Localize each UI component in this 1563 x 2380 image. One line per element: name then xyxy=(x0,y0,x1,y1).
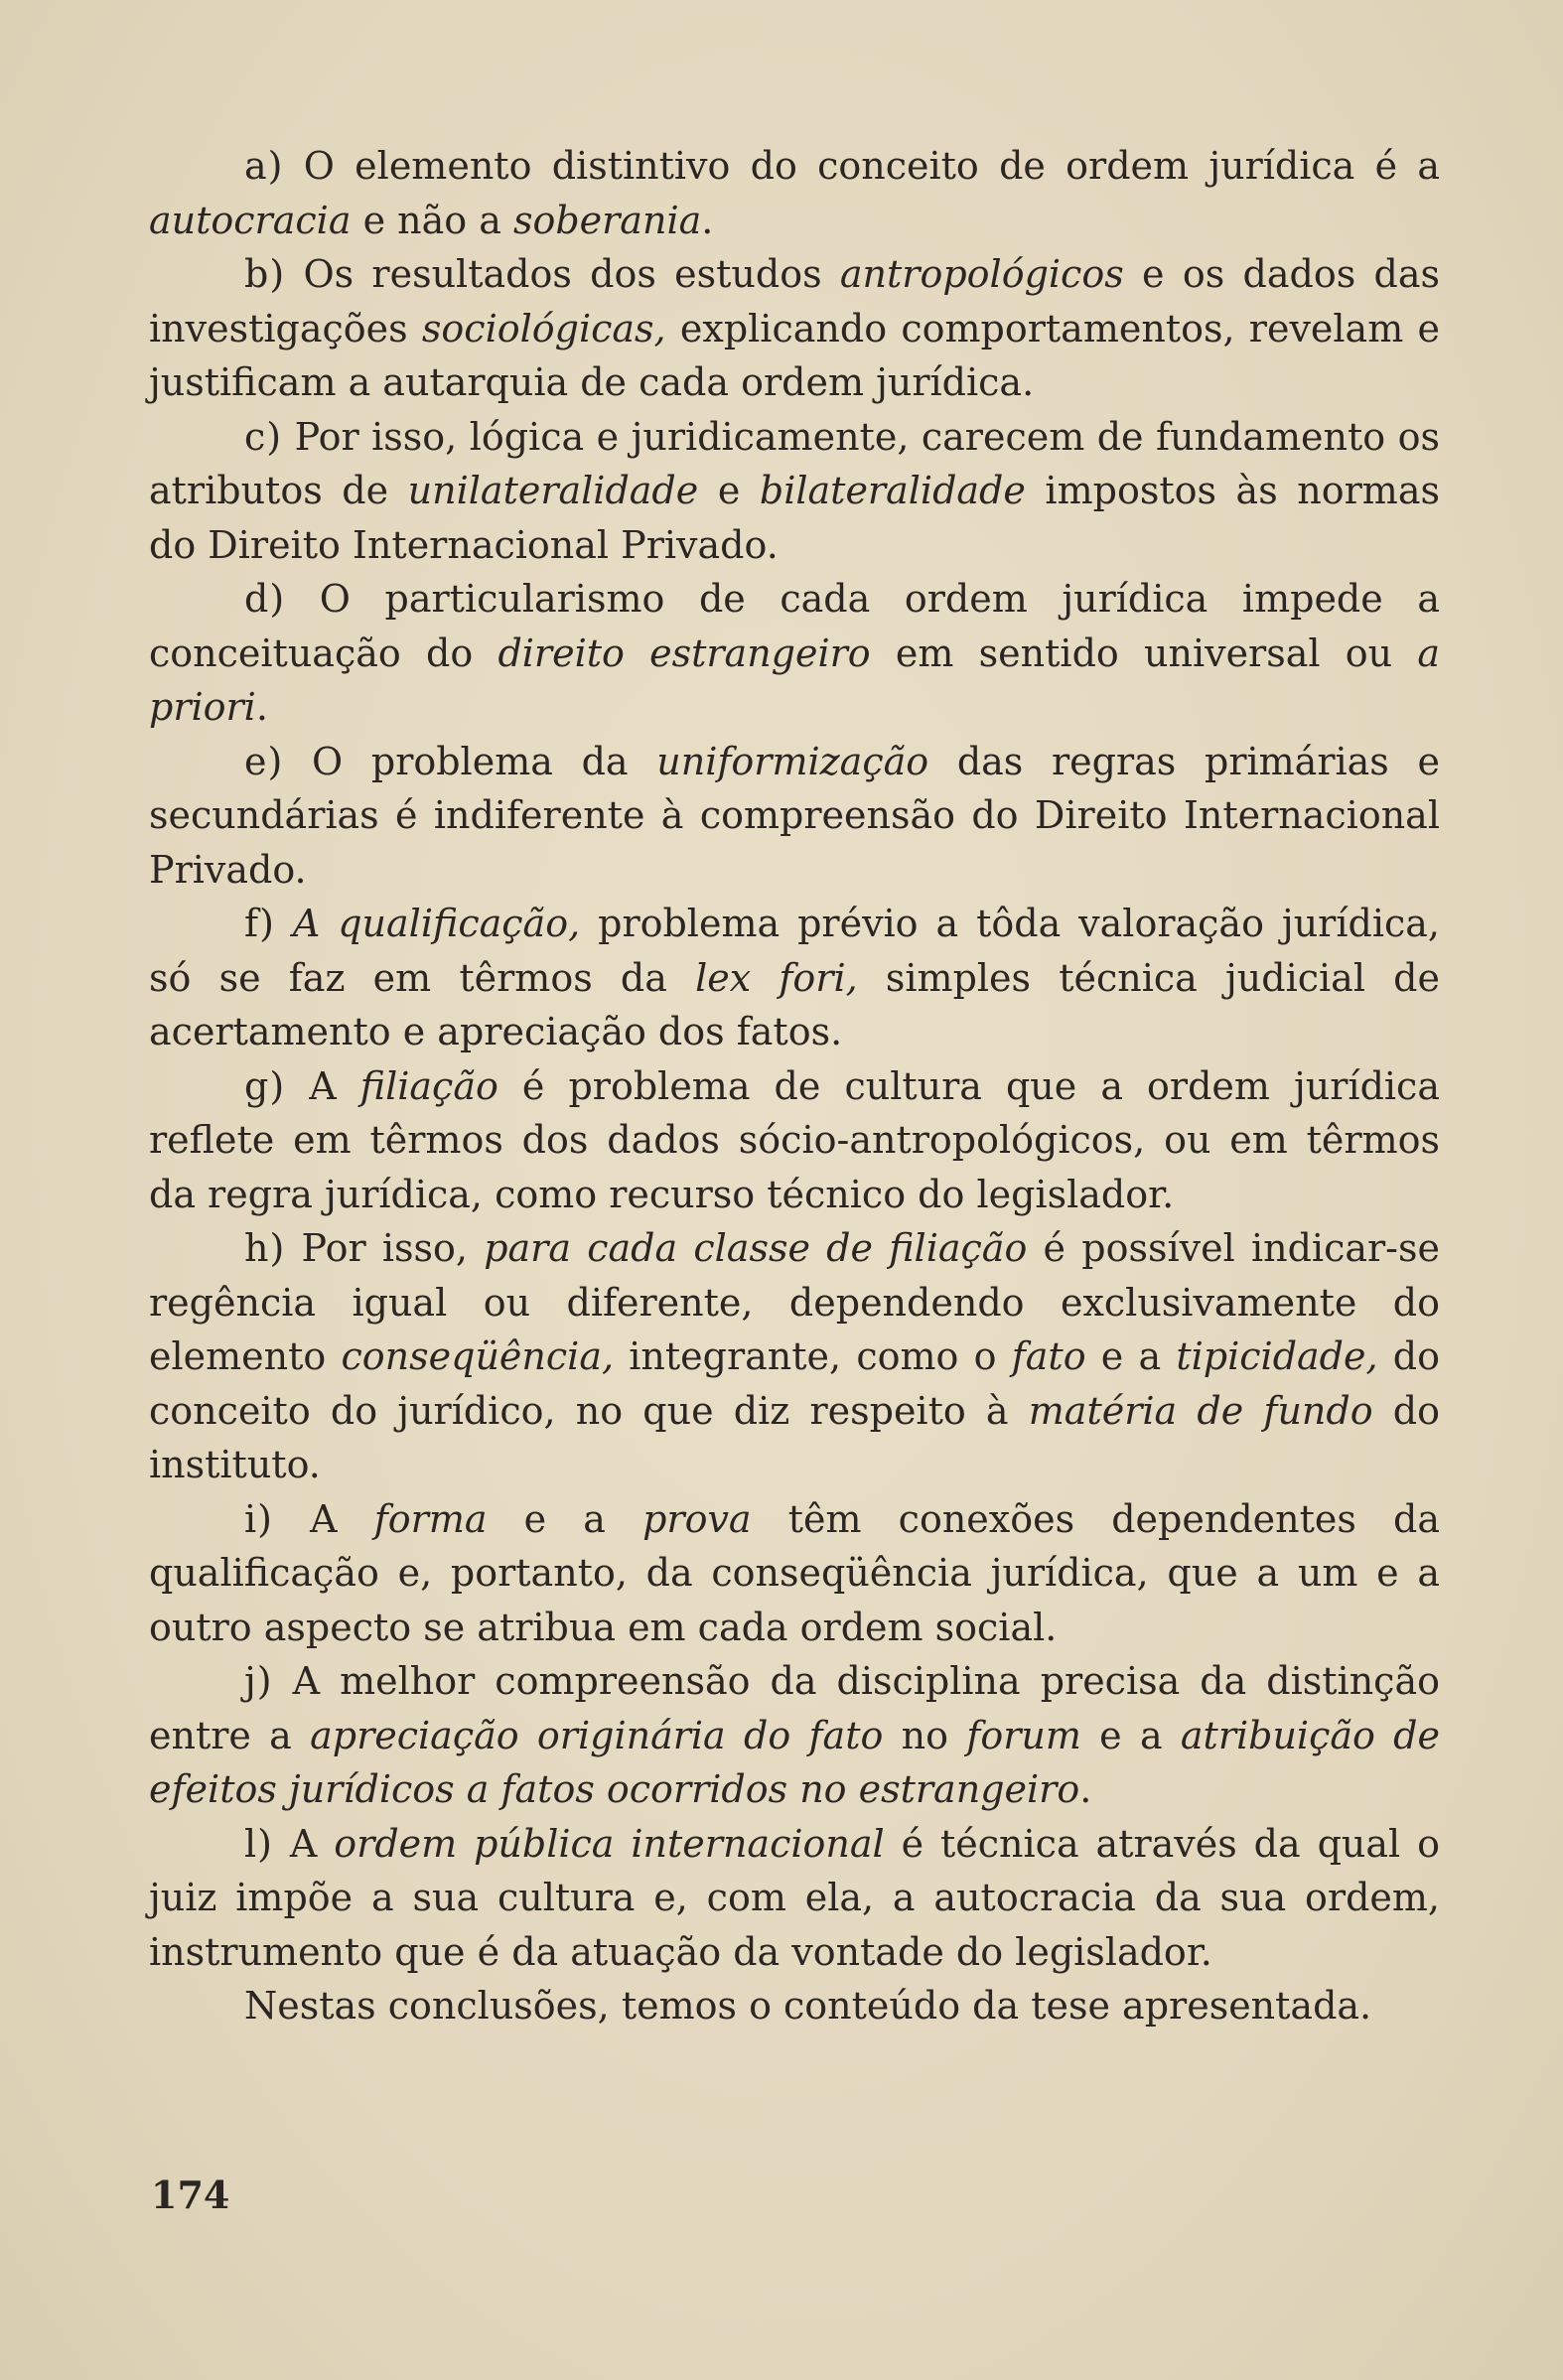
conclusion-item xyxy=(149,1059,1440,1222)
item-marker: c) xyxy=(244,414,283,459)
italic-term: unilateralidade xyxy=(407,469,699,512)
text-segment: é possível indicar-se regência igual ou diferente, dependendo exclusivamente do elemento xyxy=(149,1226,1440,1378)
italic-term: filiação xyxy=(359,1063,498,1108)
italic-term: fato xyxy=(1011,1334,1086,1378)
italic-term: apreciação originária do fato xyxy=(310,1713,884,1757)
conclusion-item xyxy=(149,410,1440,573)
item-marker: j) xyxy=(244,1659,273,1703)
conclusion-item xyxy=(149,572,1440,735)
item-marker: h) xyxy=(244,1226,286,1270)
conclusion-item xyxy=(149,1221,1440,1492)
conclusion-item xyxy=(149,139,1440,247)
text-segment: do conceito do jurídico, no que diz respeito à xyxy=(149,1334,1440,1433)
italic-term: bilateralidade xyxy=(759,469,1026,512)
text-segment: . xyxy=(255,685,268,729)
text-segment: A xyxy=(272,1496,374,1541)
text-segment: têm conexões dependentes da qualificação e, portanto, da conseqüência jurídica, que a um e a outro aspecto se atribua em cada ordem social. xyxy=(149,1496,1440,1649)
text-segment: e não a xyxy=(351,198,513,242)
text-segment: explicando comportamentos, revelam e justificam a autarquia de cada ordem jurídica. xyxy=(149,306,1440,404)
item-marker: a) xyxy=(244,144,284,188)
conclusion-item xyxy=(149,1654,1440,1817)
item-marker: e) xyxy=(244,739,284,783)
text-segment: A melhor compreensão da disciplina precisa da distinção entre a xyxy=(149,1659,1440,1757)
text-segment: do instituto. xyxy=(149,1388,1440,1486)
text-segment: integrante, como o xyxy=(614,1334,1012,1378)
text-segment: e xyxy=(698,469,760,512)
text-segment: Por isso, xyxy=(285,1226,485,1270)
italic-term: direito estrangeiro xyxy=(497,630,871,675)
item-marker: d) xyxy=(244,577,286,621)
italic-term: forum xyxy=(966,1713,1081,1757)
text-segment: simples técnica judicial de acertamento e apreciação dos fatos. xyxy=(149,955,1440,1053)
text-segment: Por isso, lógica e juridicamente, carecem de fundamento os atributos de xyxy=(149,414,1440,512)
text-segment: O particularismo de cada ordem jurídica impede a conceituação do xyxy=(149,577,1440,675)
text-segment: e a xyxy=(487,1496,643,1541)
item-marker: i) xyxy=(244,1496,273,1541)
italic-term: a priori xyxy=(149,630,1441,729)
conclusion-item xyxy=(149,1492,1440,1655)
text-segment: A xyxy=(285,1063,360,1108)
text-segment: em sentido universal ou xyxy=(870,630,1418,675)
text-segment: das regras primárias e secundárias é indiferente à compreensão do Direito Internacional Privado. xyxy=(149,739,1440,892)
italic-term: A qualificação, xyxy=(292,902,581,945)
text-segment: é técnica através da qual o juiz impõe a sua cultura e, com ela, a autocracia da sua ordem, instrumento que é da atuação da vontade do legislador. xyxy=(149,1821,1440,1974)
item-marker: f) xyxy=(244,902,275,945)
text-segment: problema prévio a tôda valoração jurídica, só se faz em têrmos da xyxy=(149,902,1440,1000)
italic-term: uniformização xyxy=(656,739,929,783)
text-segment: e a xyxy=(1080,1713,1181,1757)
italic-term: atribuição de efeitos jurídicos a fatos ocorridos no estrangeiro xyxy=(149,1713,1440,1811)
text-segment: Os resultados dos estudos xyxy=(285,252,840,296)
italic-term: forma xyxy=(373,1496,488,1541)
conclusion-item xyxy=(149,1817,1440,1980)
text-segment: O problema da xyxy=(283,739,657,783)
text-segment: é problema de cultura que a ordem jurídica reflete em têrmos dos dados sócio-antropológicos, ou em têrmos da regra jurídica, como recurso técnico do legislador. xyxy=(149,1063,1440,1216)
conclusion-item xyxy=(149,247,1440,410)
item-marker: l) xyxy=(244,1821,273,1866)
item-marker: b) xyxy=(244,252,286,296)
closing-paragraph xyxy=(149,1979,1440,2033)
text-segment: A xyxy=(272,1821,335,1866)
text-segment: e a xyxy=(1085,1334,1177,1378)
text-segment: impostos às normas do Direito Internacional Privado. xyxy=(149,469,1440,567)
italic-term: conseqüência, xyxy=(341,1334,615,1378)
text-segment: O elemento distintivo do conceito de ordem jurídica é a xyxy=(283,144,1440,188)
text-segment: no xyxy=(883,1713,967,1757)
conclusion-item xyxy=(149,897,1440,1059)
italic-term: tipicidade, xyxy=(1176,1334,1378,1378)
text-segment: Nestas conclusões, temos o conteúdo da tese apresentada. xyxy=(244,1984,1372,2028)
text-segment: . xyxy=(1079,1767,1092,1811)
italic-term: autocracia xyxy=(149,198,352,242)
italic-term: soberania xyxy=(512,198,702,242)
page-number: 174 xyxy=(151,2172,230,2217)
text-segment xyxy=(275,902,293,945)
text-segment: . xyxy=(701,198,714,242)
conclusion-item xyxy=(149,735,1440,898)
italic-term: sociológicas, xyxy=(421,306,666,350)
italic-term: prova xyxy=(642,1496,752,1541)
conclusions-text xyxy=(149,139,1440,2033)
italic-term: para cada classe de filiação xyxy=(484,1226,1028,1270)
italic-term: matéria de fundo xyxy=(1028,1388,1373,1433)
italic-term: antropológicos xyxy=(839,252,1124,296)
italic-term: ordem pública internacional xyxy=(334,1821,885,1866)
italic-term: lex fori, xyxy=(695,955,858,1000)
text-segment: e os dados das investigações xyxy=(149,252,1440,350)
item-marker: g) xyxy=(244,1063,286,1108)
